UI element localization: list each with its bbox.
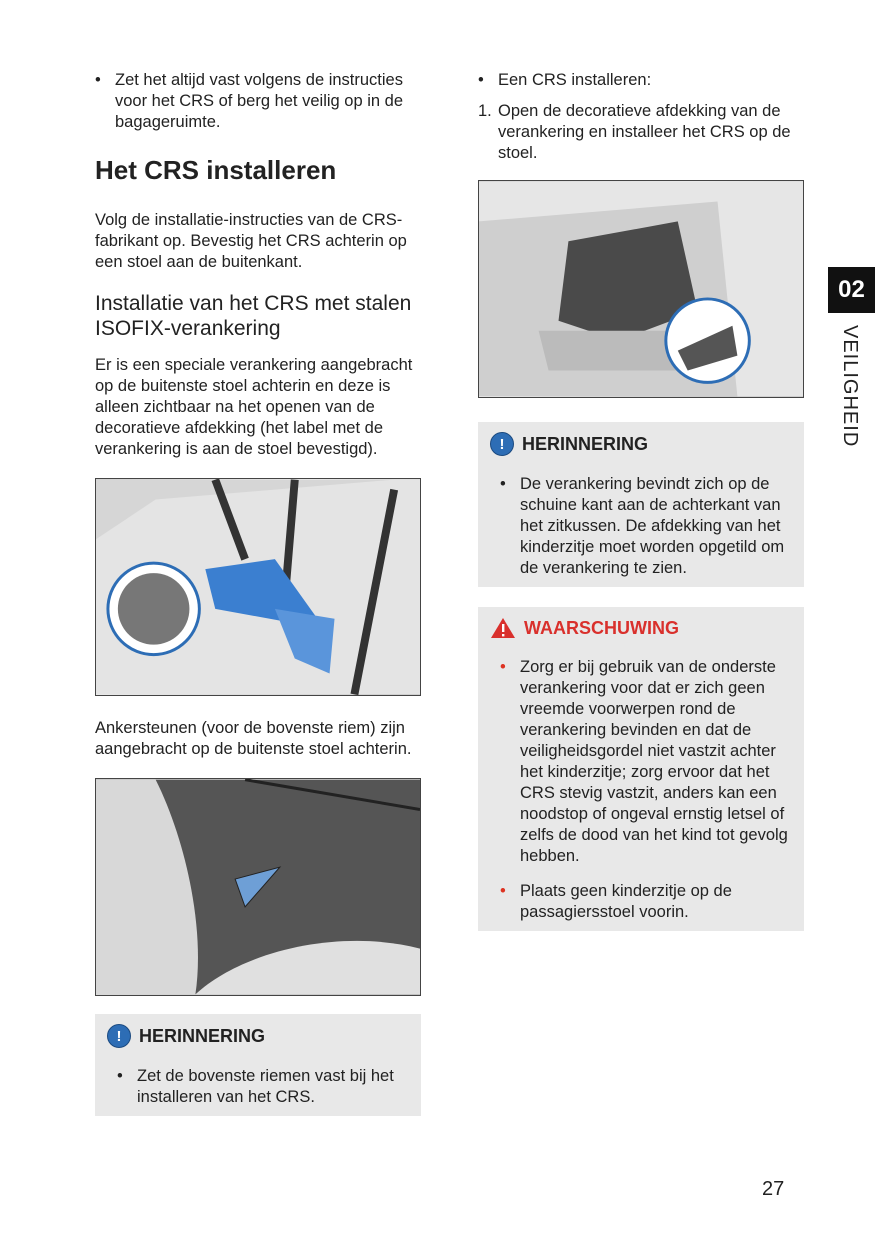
info-icon: !	[107, 1024, 131, 1048]
intro-paragraph: Volg de installatie-instructies van de CRS-fabrikant op. Bevestig het CRS achterin op een stoel aan de buitenkant.	[95, 211, 407, 271]
right-column	[478, 70, 804, 931]
page-number: 27	[762, 1178, 785, 1200]
warning-triangle-icon	[490, 617, 516, 639]
step-1	[478, 101, 804, 164]
warning-title: WAARSCHUWING	[524, 617, 679, 638]
isofix-seat-illustration	[95, 478, 421, 696]
anchor-illustration	[95, 778, 421, 996]
isofix-paragraph: Er is een speciale verankering aangebracht op de buitenste stoel achterin en deze is alleen zichtbaar na het openen van de decoratieve afdekking (het label met de verankering is aan de stoel bevestigd).	[95, 356, 413, 458]
left-column	[95, 70, 421, 1116]
info-icon: !	[490, 432, 514, 456]
warning-bullet: • Plaats geen kinderzitje op de passagiersstoel voorin.	[500, 881, 790, 923]
reminder-title: HERINNERING	[139, 1025, 266, 1046]
reminder-box-left	[95, 1014, 421, 1116]
reminder-bullet: • Zet de bovenste riemen vast bij het installeren van het CRS.	[117, 1066, 407, 1108]
section-label: VEILIGHEID	[839, 325, 861, 448]
warning-bullet: • Zorg er bij gebruik van de onderste verankering voor dat er zich geen vreemde voorwerpen rond de verankering bevinden en dat de veiligheidsgordel niet vastzit achter het kinderzitje; zorg ervoor dat het CRS stevig vastzit, anders kan een noodstop of ongeval ernstig letsel of zelfs de dood van het kind tot gevolg hebben.	[500, 657, 790, 867]
intro-bullet: • Zet het altijd vast volgens de instructies voor het CRS of berg het veilig op in de bagageruimte.	[95, 70, 421, 133]
anchor-paragraph: Ankersteunen (voor de bovenste riem) zijn aangebracht op de buitenste stoel achterin.	[95, 719, 412, 758]
subheading: Installatie van het CRS met stalen ISOFIX-verankering	[95, 292, 412, 340]
warning-box	[478, 607, 804, 931]
reminder-title: HERINNERING	[522, 433, 649, 454]
crs-install-illustration	[478, 180, 804, 398]
install-bullet: • Een CRS installeren:	[478, 70, 804, 91]
chapter-tab: 02	[828, 267, 875, 313]
step-number: 1.	[478, 102, 492, 120]
step-text: Open de decoratieve afdekking van de verankering en installeer het CRS op de stoel.	[498, 102, 791, 162]
reminder-box-right	[478, 422, 804, 587]
section-heading: Het CRS installeren	[95, 155, 337, 185]
reminder-bullet: • De verankering bevindt zich op de schuine kant aan de achterkant van het zitkussen. De afdekking van het kinderzitje moet worden opgetild om de verankering te zien.	[500, 474, 790, 579]
